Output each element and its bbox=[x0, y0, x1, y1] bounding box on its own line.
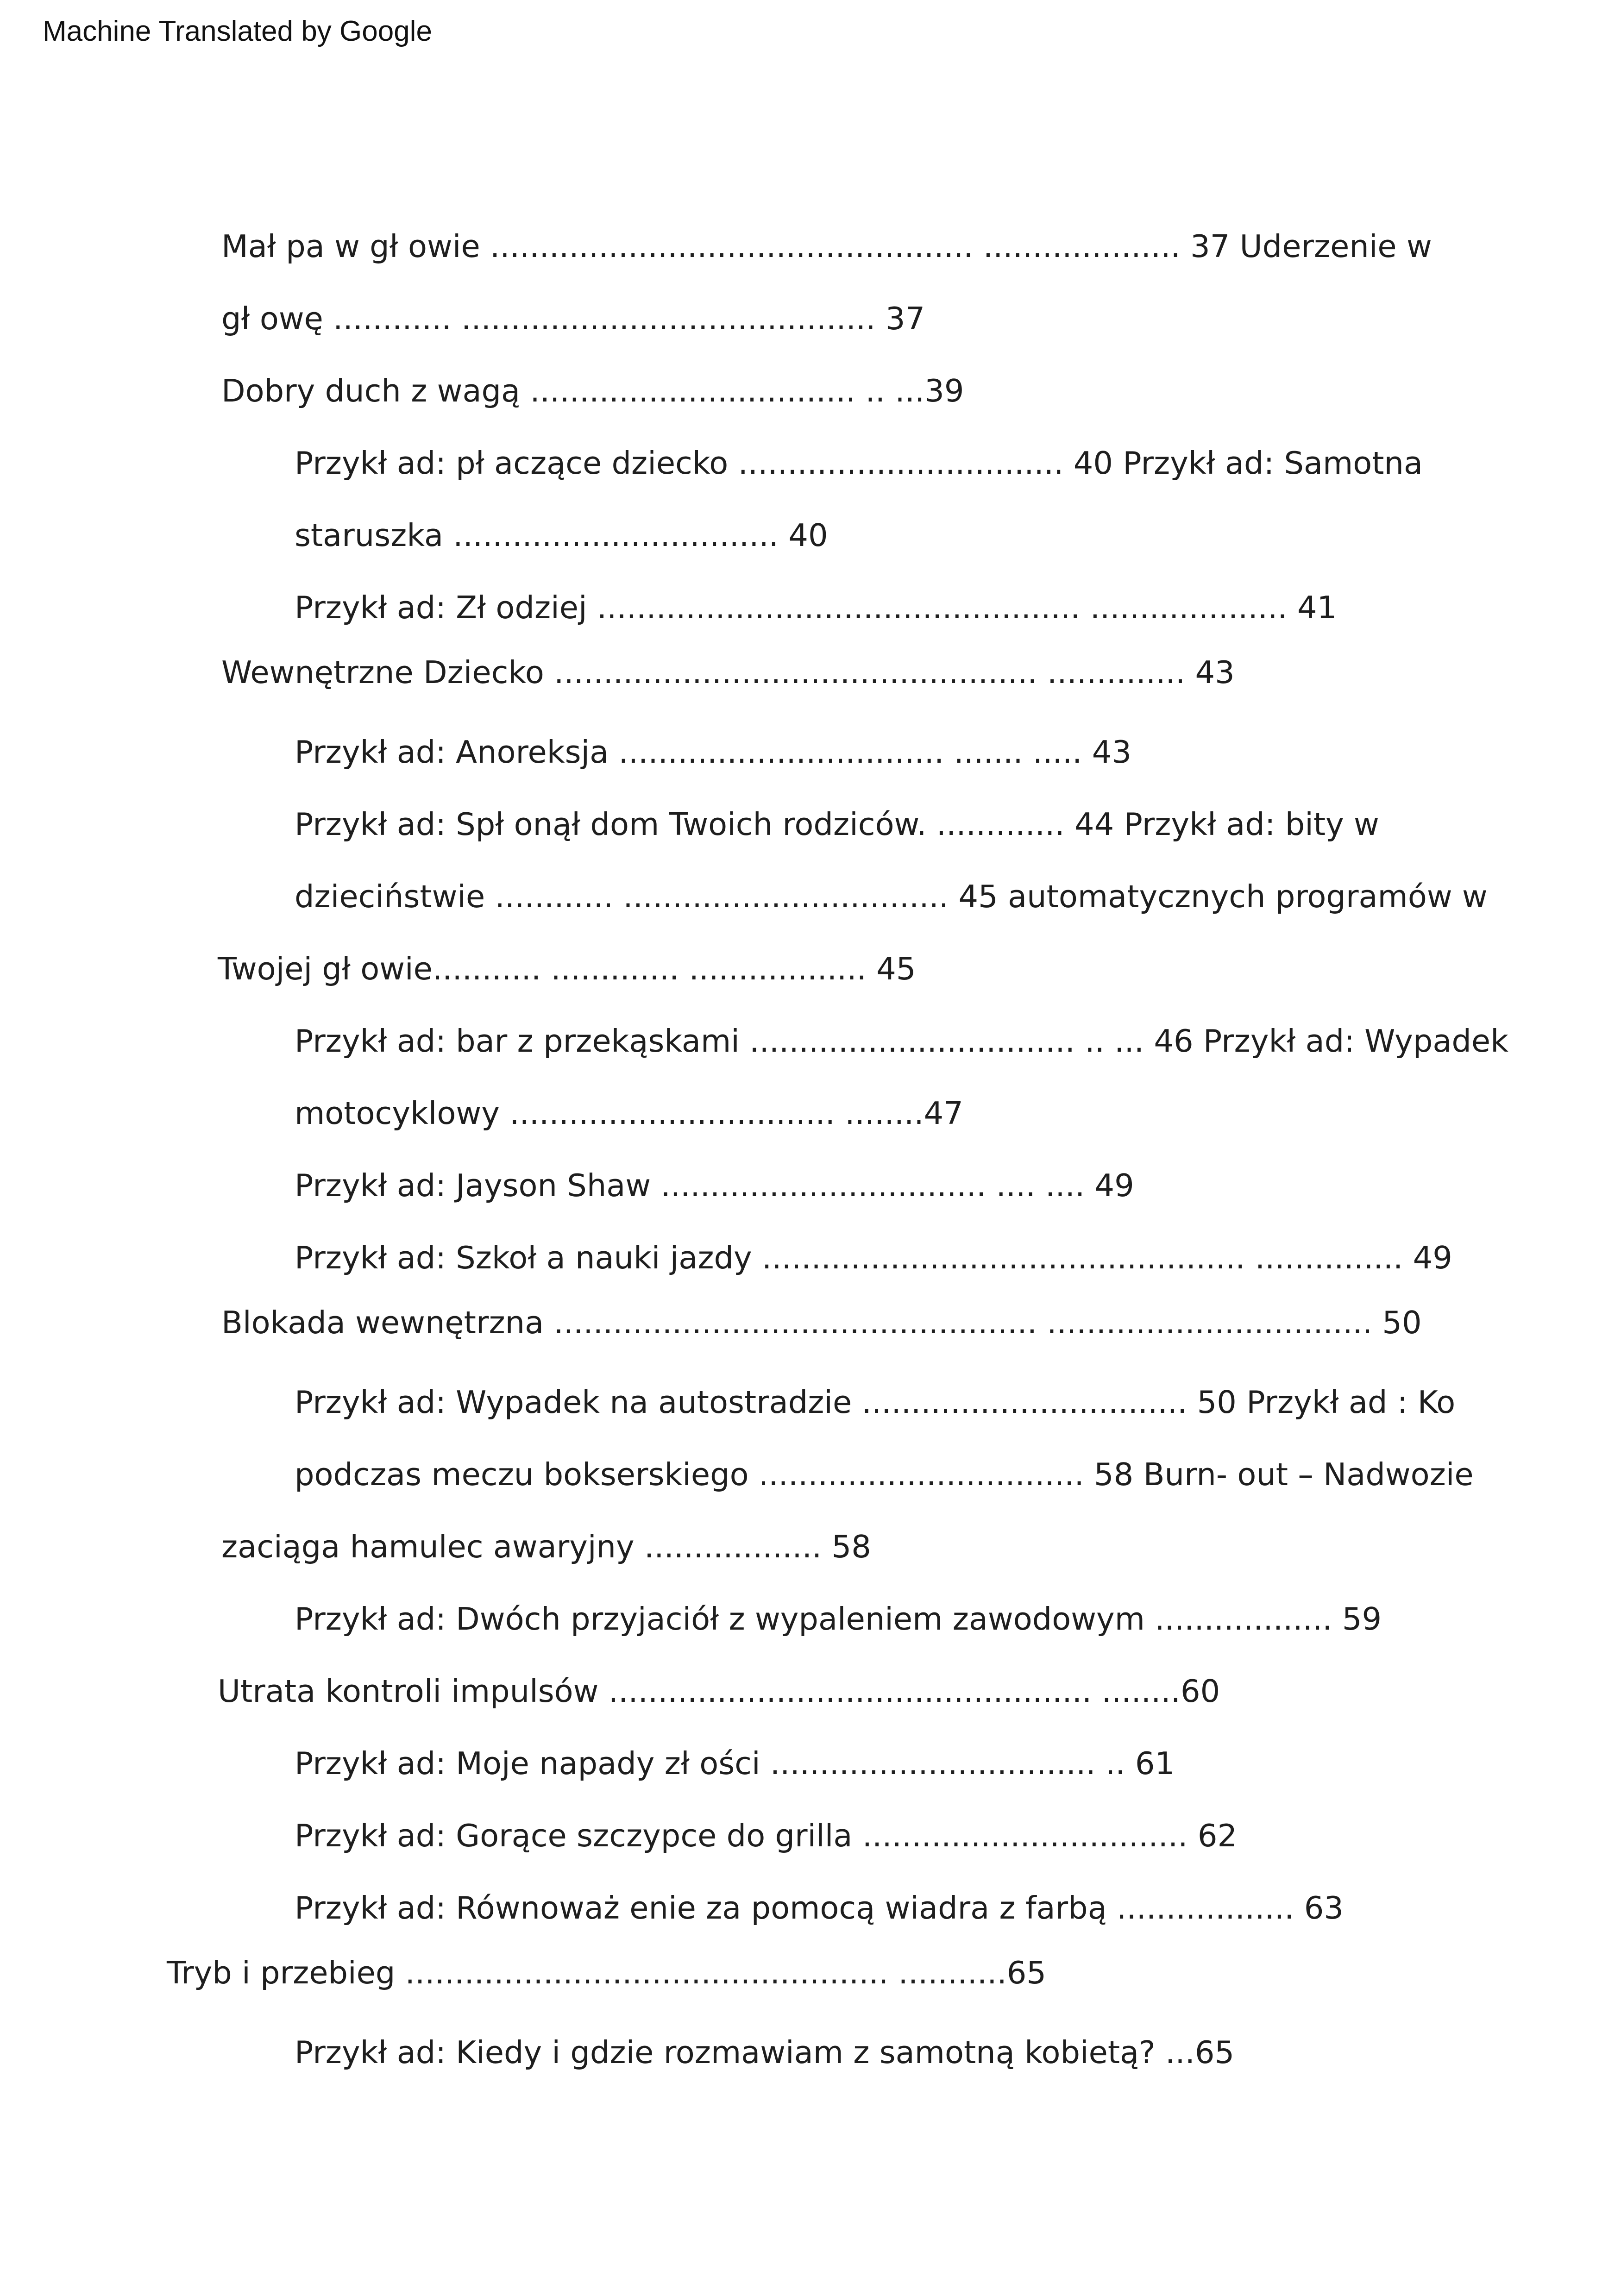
toc-line: dzieciństwie ............ ................................. 45 automatycznych programów w bbox=[295, 878, 1488, 915]
toc-line: Przykł ad: Moje napady zł ości ................................. .. 61 bbox=[295, 1745, 1175, 1782]
toc-line: gł owę ............ .......................................... 37 bbox=[221, 301, 925, 337]
toc-line: motocyklowy ................................. ........47 bbox=[295, 1095, 963, 1131]
toc-line: Blokada wewnętrzna ................................................. ................................. 50 bbox=[221, 1305, 1422, 1341]
toc-line: Przykł ad: Wypadek na autostradzie ................................. 50 Przykł ad : Ko bbox=[295, 1384, 1456, 1420]
toc-line: Wewnętrzne Dziecko ................................................. .............. 43 bbox=[221, 654, 1235, 690]
toc-line: Przykł ad: Szkoł a nauki jazdy ................................................. ............... 49 bbox=[295, 1240, 1452, 1276]
toc-line: zaciąga hamulec awaryjny .................. 58 bbox=[221, 1529, 871, 1565]
toc-line: Przykł ad: Kiedy i gdzie rozmawiam z samotną kobietą? ...65 bbox=[295, 2034, 1235, 2070]
toc-line: Dobry duch z wagą ................................. .. ...39 bbox=[221, 373, 964, 409]
toc-line: Przykł ad: Anoreksja ................................. ....... ..... 43 bbox=[295, 734, 1131, 770]
toc-line: podczas meczu bokserskiego ................................. 58 Burn- out – Nadwozie bbox=[295, 1456, 1474, 1493]
toc-line: Tryb i przebieg ................................................. ...........65 bbox=[167, 1955, 1047, 1991]
toc-line: Twojej gł owie........... ............. .................. 45 bbox=[218, 951, 916, 987]
toc-line: Przykł ad: bar z przekąskami ................................. .. ... 46 Przykł ad: Wypadek bbox=[295, 1023, 1508, 1059]
toc-line: Przykł ad: Równoważ enie za pomocą wiadra z farbą .................. 63 bbox=[295, 1890, 1344, 1926]
toc-line: Przykł ad: Jayson Shaw ................................. .... .... 49 bbox=[295, 1167, 1134, 1204]
toc-line: Przykł ad: Zł odziej ................................................. .................... 41 bbox=[295, 590, 1337, 626]
toc-line: Utrata kontroli impulsów ................................................. ........60 bbox=[218, 1673, 1220, 1709]
toc-line: staruszka ................................. 40 bbox=[295, 517, 828, 553]
toc-line: Mał pa w gł owie ................................................. .................... 37 Uderzenie w bbox=[221, 228, 1432, 264]
machine-translation-note: Machine Translated by Google bbox=[43, 15, 432, 47]
toc-line: Przykł ad: Spł onął dom Twoich rodziców. ............. 44 Przykł ad: bity w bbox=[295, 806, 1379, 842]
toc-line: Przykł ad: Gorące szczypce do grilla ................................. 62 bbox=[295, 1818, 1238, 1854]
toc-line: Przykł ad: Dwóch przyjaciół z wypaleniem zawodowym .................. 59 bbox=[295, 1601, 1382, 1637]
toc-line: Przykł ad: pł aczące dziecko ................................. 40 Przykł ad: Samotna bbox=[295, 445, 1423, 481]
